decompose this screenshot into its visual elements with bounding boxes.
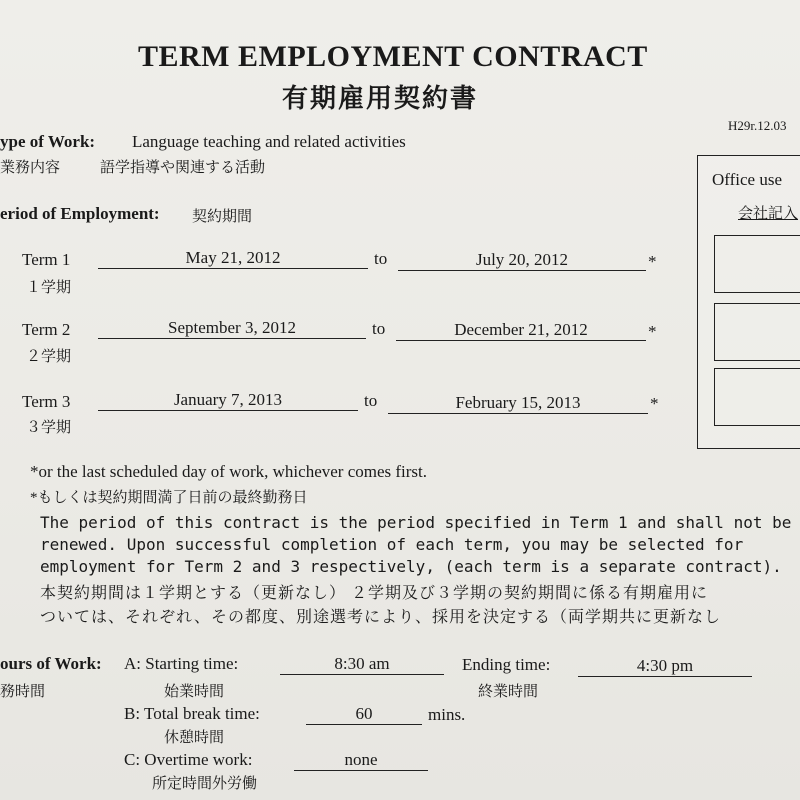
term-1-label: Term 1 <box>22 250 71 269</box>
overtime-field[interactable]: none <box>294 750 428 771</box>
document-title-jp: 有期雇用契約書 <box>282 84 479 113</box>
starting-time-label-jp: 始業時間 <box>164 684 225 700</box>
term-2-start-field[interactable]: September 3, 2012 <box>98 318 366 339</box>
period-label-jp: 契約期間 <box>192 209 253 225</box>
ending-time-label: Ending time: <box>462 655 551 674</box>
term-2-to: to <box>372 319 386 338</box>
office-use-label: Office use <box>712 170 783 189</box>
hours-of-work-label-jp: 務時間 <box>0 684 46 700</box>
term-1-end-field[interactable]: July 20, 2012 <box>398 250 646 271</box>
type-of-work-value: Language teaching and related activities <box>132 132 406 151</box>
contract-period-paragraph <box>40 512 791 578</box>
break-time-label-jp: 休憩時間 <box>164 730 225 746</box>
type-of-work-value-jp: 語学指導や関連する活動 <box>100 160 266 176</box>
term-1-label-jp: １学期 <box>26 280 72 296</box>
note-last-day: *or the last scheduled day of work, whichever comes first. <box>30 462 428 481</box>
period-label: eriod of Employment: <box>0 204 160 223</box>
term-2-label: Term 2 <box>22 320 71 339</box>
term-3-label-jp: ３学期 <box>26 420 72 436</box>
office-slot-3[interactable] <box>714 368 800 426</box>
document-title: TERM EMPLOYMENT CONTRACT <box>138 40 648 73</box>
office-use-label-jp: 会社記入 <box>738 206 799 222</box>
contract-period-paragraph-jp <box>40 582 721 630</box>
term-2-asterisk: * <box>648 322 657 341</box>
hours-of-work-label: ours of Work: <box>0 654 102 673</box>
office-slot-2[interactable] <box>714 303 800 361</box>
paragraph-line: employment for Term 2 and 3 respectively, (each term is a separate contract). <box>40 557 782 576</box>
term-2-label-jp: ２学期 <box>26 349 72 365</box>
office-slot-1[interactable] <box>714 235 800 293</box>
starting-time-field[interactable]: 8:30 am <box>280 654 444 675</box>
type-of-work-label: ype of Work: <box>0 132 96 151</box>
overtime-label: C: Overtime work: <box>124 750 253 769</box>
type-of-work-label-jp: 業務内容 <box>0 160 61 176</box>
note-last-day-jp: *もしくは契約期間満了日前の最終勤務日 <box>30 490 308 506</box>
ending-time-label-jp: 終業時間 <box>478 684 539 700</box>
term-2-end-field[interactable]: December 21, 2012 <box>396 320 646 341</box>
term-1-start-field[interactable]: May 21, 2012 <box>98 248 368 269</box>
paragraph-line: renewed. Upon successful completion of each term, you may be selected for <box>40 535 744 554</box>
break-time-label: B: Total break time: <box>124 704 260 723</box>
overtime-label-jp: 所定時間外労働 <box>152 776 258 792</box>
term-3-asterisk: * <box>650 394 659 413</box>
document-code: H29r.12.03 <box>728 118 787 133</box>
term-1-asterisk: * <box>648 252 657 271</box>
break-time-unit: mins. <box>428 705 466 724</box>
term-3-to: to <box>364 391 378 410</box>
term-3-start-field[interactable]: January 7, 2013 <box>98 390 358 411</box>
paragraph-line-jp: ついては、それぞれ、その都度、別途選考により、採用を決定する（両学期共に更新なし <box>40 609 721 626</box>
paragraph-line: The period of this contract is the period specified in Term 1 and shall not be <box>40 513 792 532</box>
ending-time-field[interactable]: 4:30 pm <box>578 656 752 677</box>
break-time-field[interactable]: 60 <box>306 704 422 725</box>
paragraph-line-jp: 本契約期間は１学期とする（更新なし） ２学期及び３学期の契約期間に係る有期雇用に <box>40 585 709 602</box>
term-1-to: to <box>374 249 388 268</box>
term-3-label: Term 3 <box>22 392 71 411</box>
starting-time-label: A: Starting time: <box>124 654 239 673</box>
term-3-end-field[interactable]: February 15, 2013 <box>388 393 648 414</box>
